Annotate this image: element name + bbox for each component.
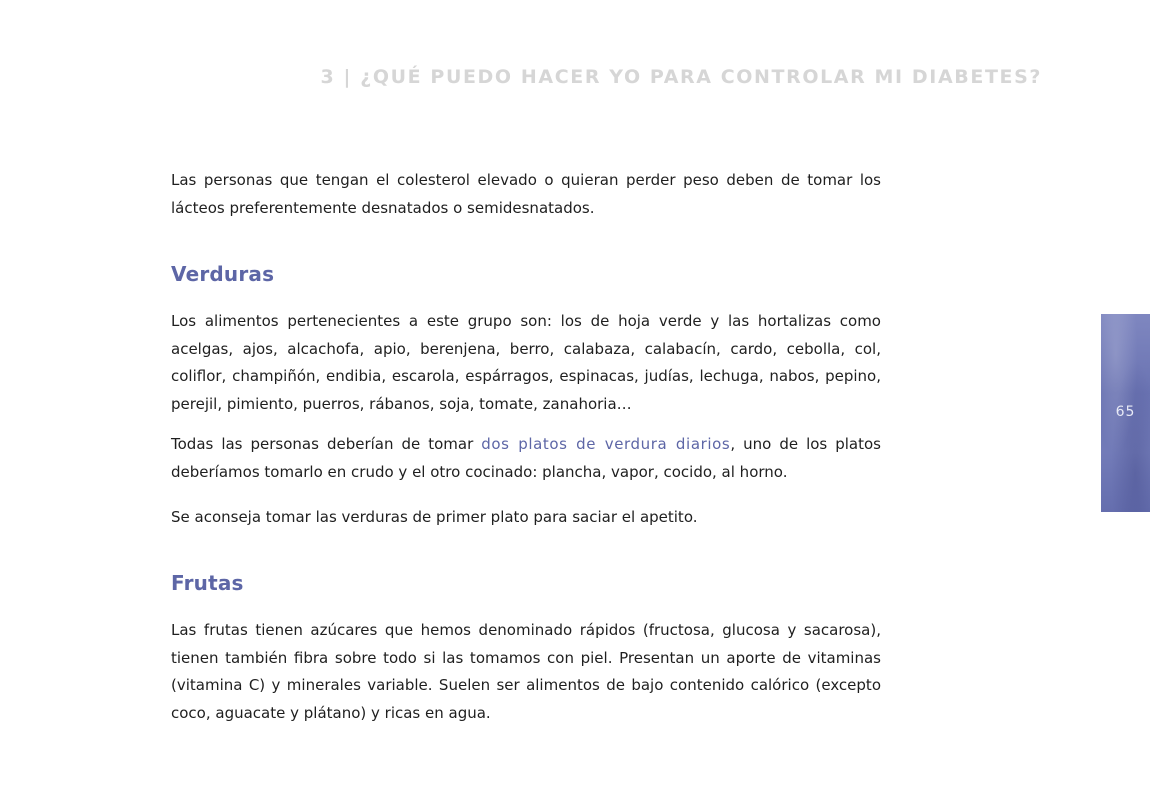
verduras-daily-text-start: Todas las personas deberían de tomar bbox=[171, 435, 482, 453]
verduras-paragraph-appetite: Se aconseja tomar las verduras de primer plato para saciar el apetito. bbox=[171, 508, 698, 526]
page-number-tab bbox=[1101, 314, 1150, 512]
verduras-daily-text-end: , uno de los platos deberíamos tomarlo en crudo y el otro cocinado: plancha, vapor, cocido, al horno. bbox=[171, 435, 881, 481]
running-header: 3 | ¿QUÉ PUEDO HACER YO PARA CONTROLAR MI DIABETES? bbox=[320, 66, 1042, 88]
frutas-paragraph: Las frutas tienen azúcares que hemos denominado rápidos (fructosa, glucosa y sacarosa), tienen también fibra sobre todo si las tomamos con piel. Presentan un aporte de vitaminas (vitamina C) y minerales variable. Suelen ser alimentos de bajo contenido calórico (excepto coco, aguacate y plátano) y ricas en agua. bbox=[171, 621, 881, 722]
section-heading-frutas: Frutas bbox=[171, 571, 244, 595]
page-number: 65 bbox=[1115, 404, 1136, 420]
verduras-paragraph-foods: Los alimentos pertenecientes a este grupo son: los de hoja verde y las hortalizas como acelgas, ajos, alcachofa, apio, berenjena, berro, calabaza, calabacín, cardo, cebolla, col, coliflor, champiñón, endibia, escarola, espárragos, espinacas, judías, lechuga, nabos, pepino, perejil, pimiento, puerros, rábanos, soja, tomate, zanahoria… bbox=[171, 312, 881, 413]
intro-paragraph: Las personas que tengan el colesterol elevado o quieran perder peso deben de tomar los lácteos preferentemente desnatados o semidesnatados. bbox=[171, 171, 881, 217]
verduras-paragraph-daily bbox=[171, 431, 881, 486]
highlighted-phrase: dos platos de verdura diarios bbox=[481, 435, 731, 453]
section-heading-verduras: Verduras bbox=[171, 262, 275, 286]
